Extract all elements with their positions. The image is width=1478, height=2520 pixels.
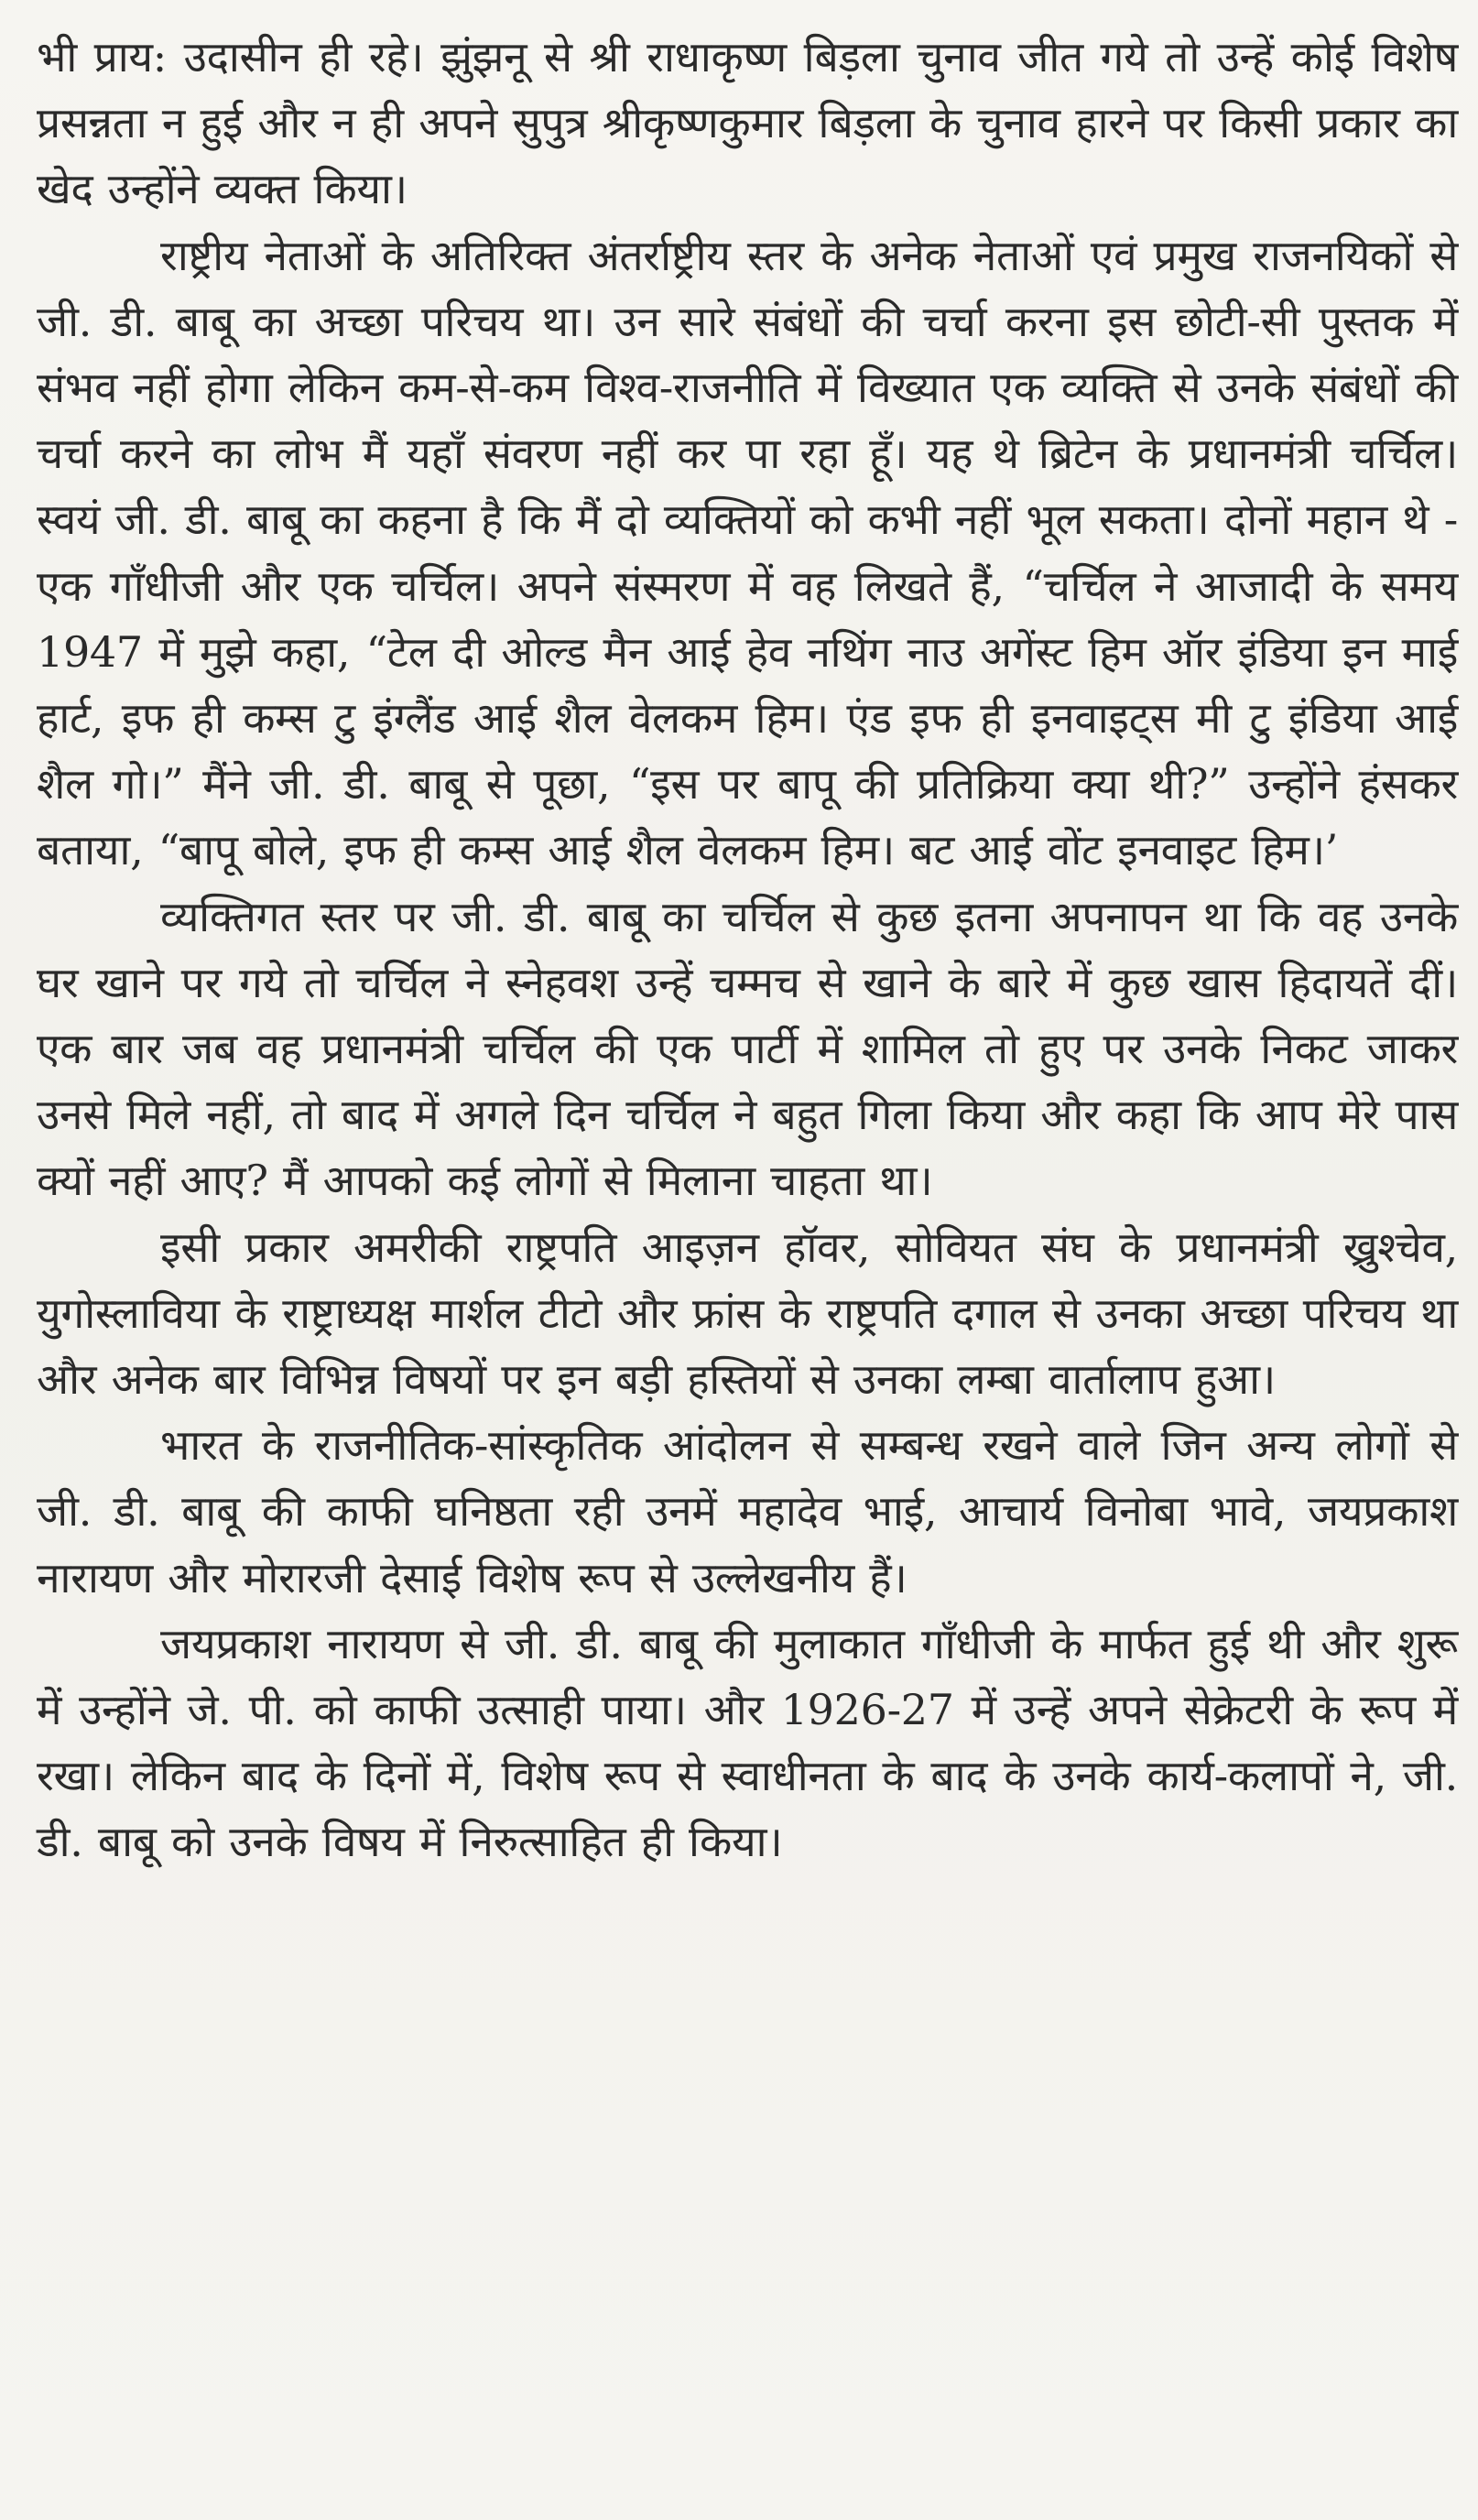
paragraph-indian-associates: भारत के राजनीतिक-सांस्कृतिक आंदोलन से सम्बन्ध रखने वाले जिन अन्य लोगों से जी. डी. बाबू की काफी घनिष्ठता रही उनमें महादेव भाई, आचार्य विनोबा भावे, जयप्रकाश नारायण और मोरारजी देसाई विशेष रूप से उल्लेखनीय हैं। [37, 1420, 1458, 1602]
paragraph-churchill-intro: राष्ट्रीय नेताओं के अतिरिक्त अंतर्राष्ट्रीय स्तर के अनेक नेताओं एवं प्रमुख राजनयिकों से जी. डी. बाबू का अच्छा परिचय था। उन सारे संबंधों की चर्चा करना इस छोटी-सी पुस्तक में संभव नहीं होगा लेकिन कम-से-कम विश्व-राजनीति में विख्यात एक व्यक्ति से उनके संबंधों की चर्चा करने का लोभ मैं यहाँ संवरण नहीं कर पा रहा हूँ। यह थे ब्रिटेन के प्रधानमंत्री चर्चिल। स्वयं जी. डी. बाबू का कहना है कि मैं दो व्यक्तियों को कभी नहीं भूल सकता। दोनों महान थे - एक गाँधीजी और एक चर्चिल। अपने संस्मरण में वह लिखते हैं, “चर्चिल ने आजादी के समय 1947 में मुझे कहा, “टेल दी ओल्ड मैन आई हेव नथिंग नाउ अगेंस्ट हिम ऑर इंडिया इन माई हार्ट, इफ ही कम्स टु इंग्लैंड आई शैल वेलकम हिम। एंड इफ ही इनवाइट्स मी टु इंडिया आई शैल गो।” मैंने जी. डी. बाबू से पूछा, “इस पर बापू की प्रतिक्रिया क्या थी?” उन्होंने हंसकर बताया, “बापू बोले, इफ ही कम्स आई शैल वेलकम हिम। बट आई वोंट इनवाइट हिम।’ [37, 230, 1458, 875]
paragraph-jayaprakash: जयप्रकाश नारायण से जी. डी. बाबू की मुलाकात गाँधीजी के मार्फत हुई थी और शुरू में उन्होंने जे. पी. को काफी उत्साही पाया। और 1926-27 में उन्हें अपने सेक्रेटरी के रूप में रखा। लेकिन बाद के दिनों में, विशेष रूप से स्वाधीनता के बाद के उनके कार्य-कलापों ने, जी. डी. बाबू को उनके विषय में निरुत्साहित ही किया। [37, 1618, 1458, 1867]
page-body-text [37, 24, 1458, 1875]
paragraph-world-leaders: इसी प्रकार अमरीकी राष्ट्रपति आइज़न हॉवर, सोवियत संघ के प्रधानमंत्री ख्रुश्चेव, युगोस्लाविया के राष्ट्राध्यक्ष मार्शल टीटो और फ्रांस के राष्ट्रपति दगाल से उनका अच्छा परिचय था और अनेक बार विभिन्न विषयों पर इन बड़ी हस्तियों से उनका लम्बा वार्तालाप हुआ। [37, 1222, 1458, 1405]
paragraph-continued: भी प्राय: उदासीन ही रहे। झुंझनू से श्री राधाकृष्ण बिड़ला चुनाव जीत गये तो उन्हें कोई विशेष प्रसन्नता न हुई और न ही अपने सुपुत्र श्रीकृष्णकुमार बिड़ला के चुनाव हारने पर किसी प्रकार का खेद उन्होंने व्यक्त किया। [37, 32, 1458, 214]
paragraph-personal-relations: व्यक्तिगत स्तर पर जी. डी. बाबू का चर्चिल से कुछ इतना अपनापन था कि वह उनके घर खाने पर गये तो चर्चिल ने स्नेहवश उन्हें चम्मच से खाने के बारे में कुछ खास हिदायतें दीं। एक बार जब वह प्रधानमंत्री चर्चिल की एक पार्टी में शामिल तो हुए पर उनके निकट जाकर उनसे मिले नहीं, तो बाद में अगले दिन चर्चिल ने बहुत गिला किया और कहा कि आप मेरे पास क्यों नहीं आए? मैं आपको कई लोगों से मिलाना चाहता था। [37, 891, 1458, 1206]
